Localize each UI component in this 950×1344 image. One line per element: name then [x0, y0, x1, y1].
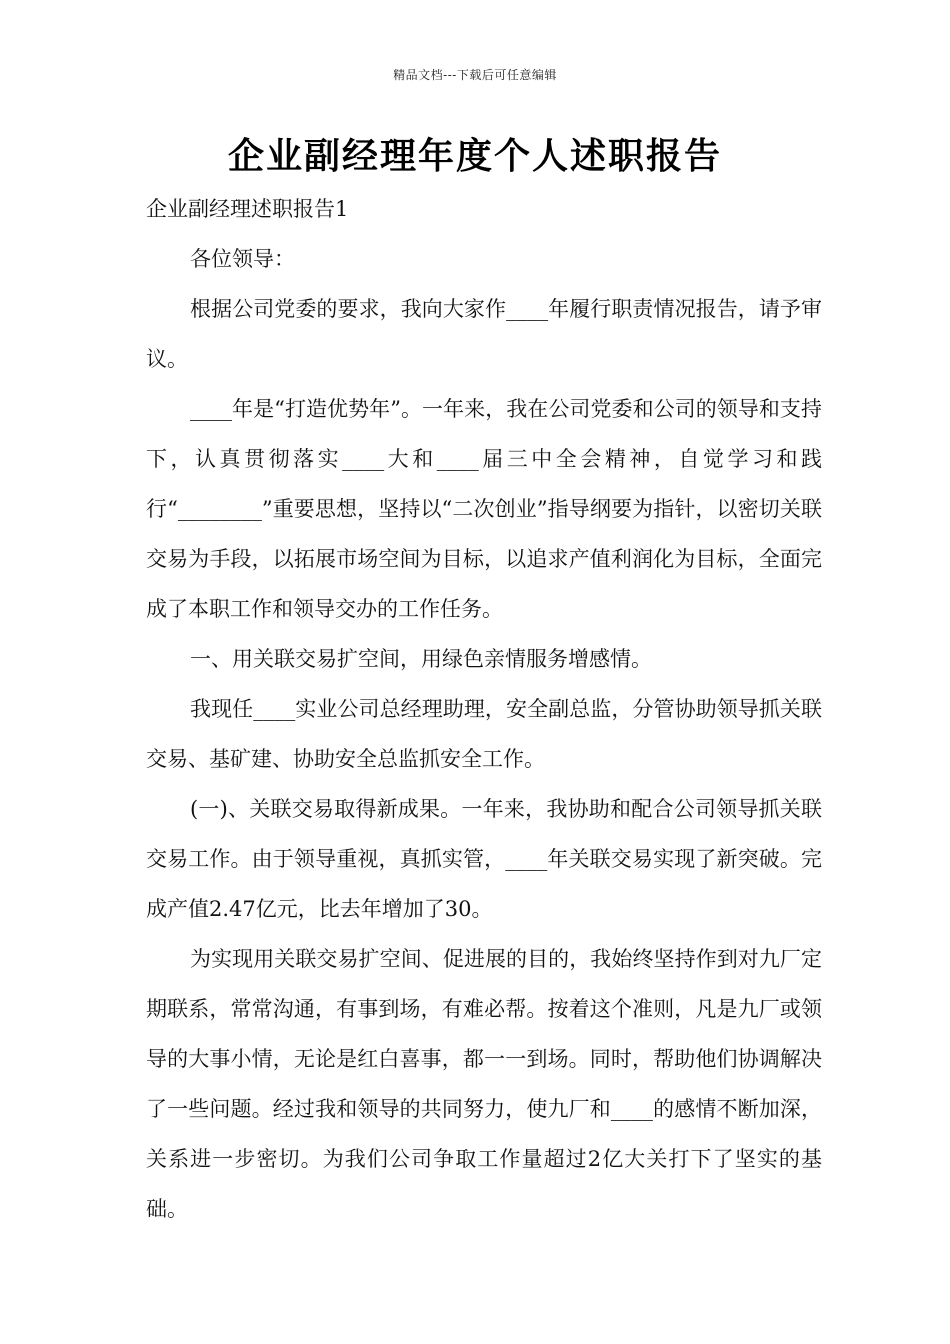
header-note: 精品文档---下载后可任意编辑 — [393, 68, 557, 82]
document-title: 企业副经理年度个人述职报告 — [227, 135, 722, 177]
paragraph-intro: 根据公司党委的要求，我向大家作____年履行职责情况报告，请予审议。 — [146, 297, 822, 371]
paragraph-achievements: (一)、关联交易取得新成果。一年来，我协助和配合公司领导抓关联交易工作。由于领导重视，真抓实管，____年关联交易实现了新突破。完成产值2.47亿元，比去年增加了30。 — [146, 797, 822, 921]
paragraph-position: 我现任____实业公司总经理助理，安全副总监，分管协助领导抓关联交易、基矿建、协助安全总监抓安全工作。 — [146, 697, 822, 771]
section-heading-1: 一、用关联交易扩空间，用绿色亲情服务增感情。 — [190, 647, 652, 671]
document-body — [146, 184, 822, 1234]
document-subtitle: 企业副经理述职报告1 — [146, 197, 349, 221]
paragraph-relations: 为实现用关联交易扩空间、促进展的目的，我始终坚持作到对九厂定期联系，常常沟通，有事到场，有难必帮。按着这个准则，凡是九厂或领导的大事小情，无论是红白喜事，都一一到场。同时，帮助他们协调解决了一些问题。经过我和领导的共同努力，使九厂和____的感情不断加深，关系进一步密切。为我们公司争取工作量超过2亿大关打下了坚实的基础。 — [146, 947, 822, 1221]
paragraph-salutation: 各位领导： — [190, 247, 295, 271]
paragraph-overview: ____年是“打造优势年”。一年来，我在公司党委和公司的领导和支持下，认真贯彻落实____大和____届三中全会精神，自觉学习和践行“________”重要思想，坚持以“二次创业”指导纲要为指针，以密切关联交易为手段，以拓展市场空间为目标，以追求产值利润化为目标，全面完成了本职工作和领导交办的工作任务。 — [146, 397, 822, 621]
